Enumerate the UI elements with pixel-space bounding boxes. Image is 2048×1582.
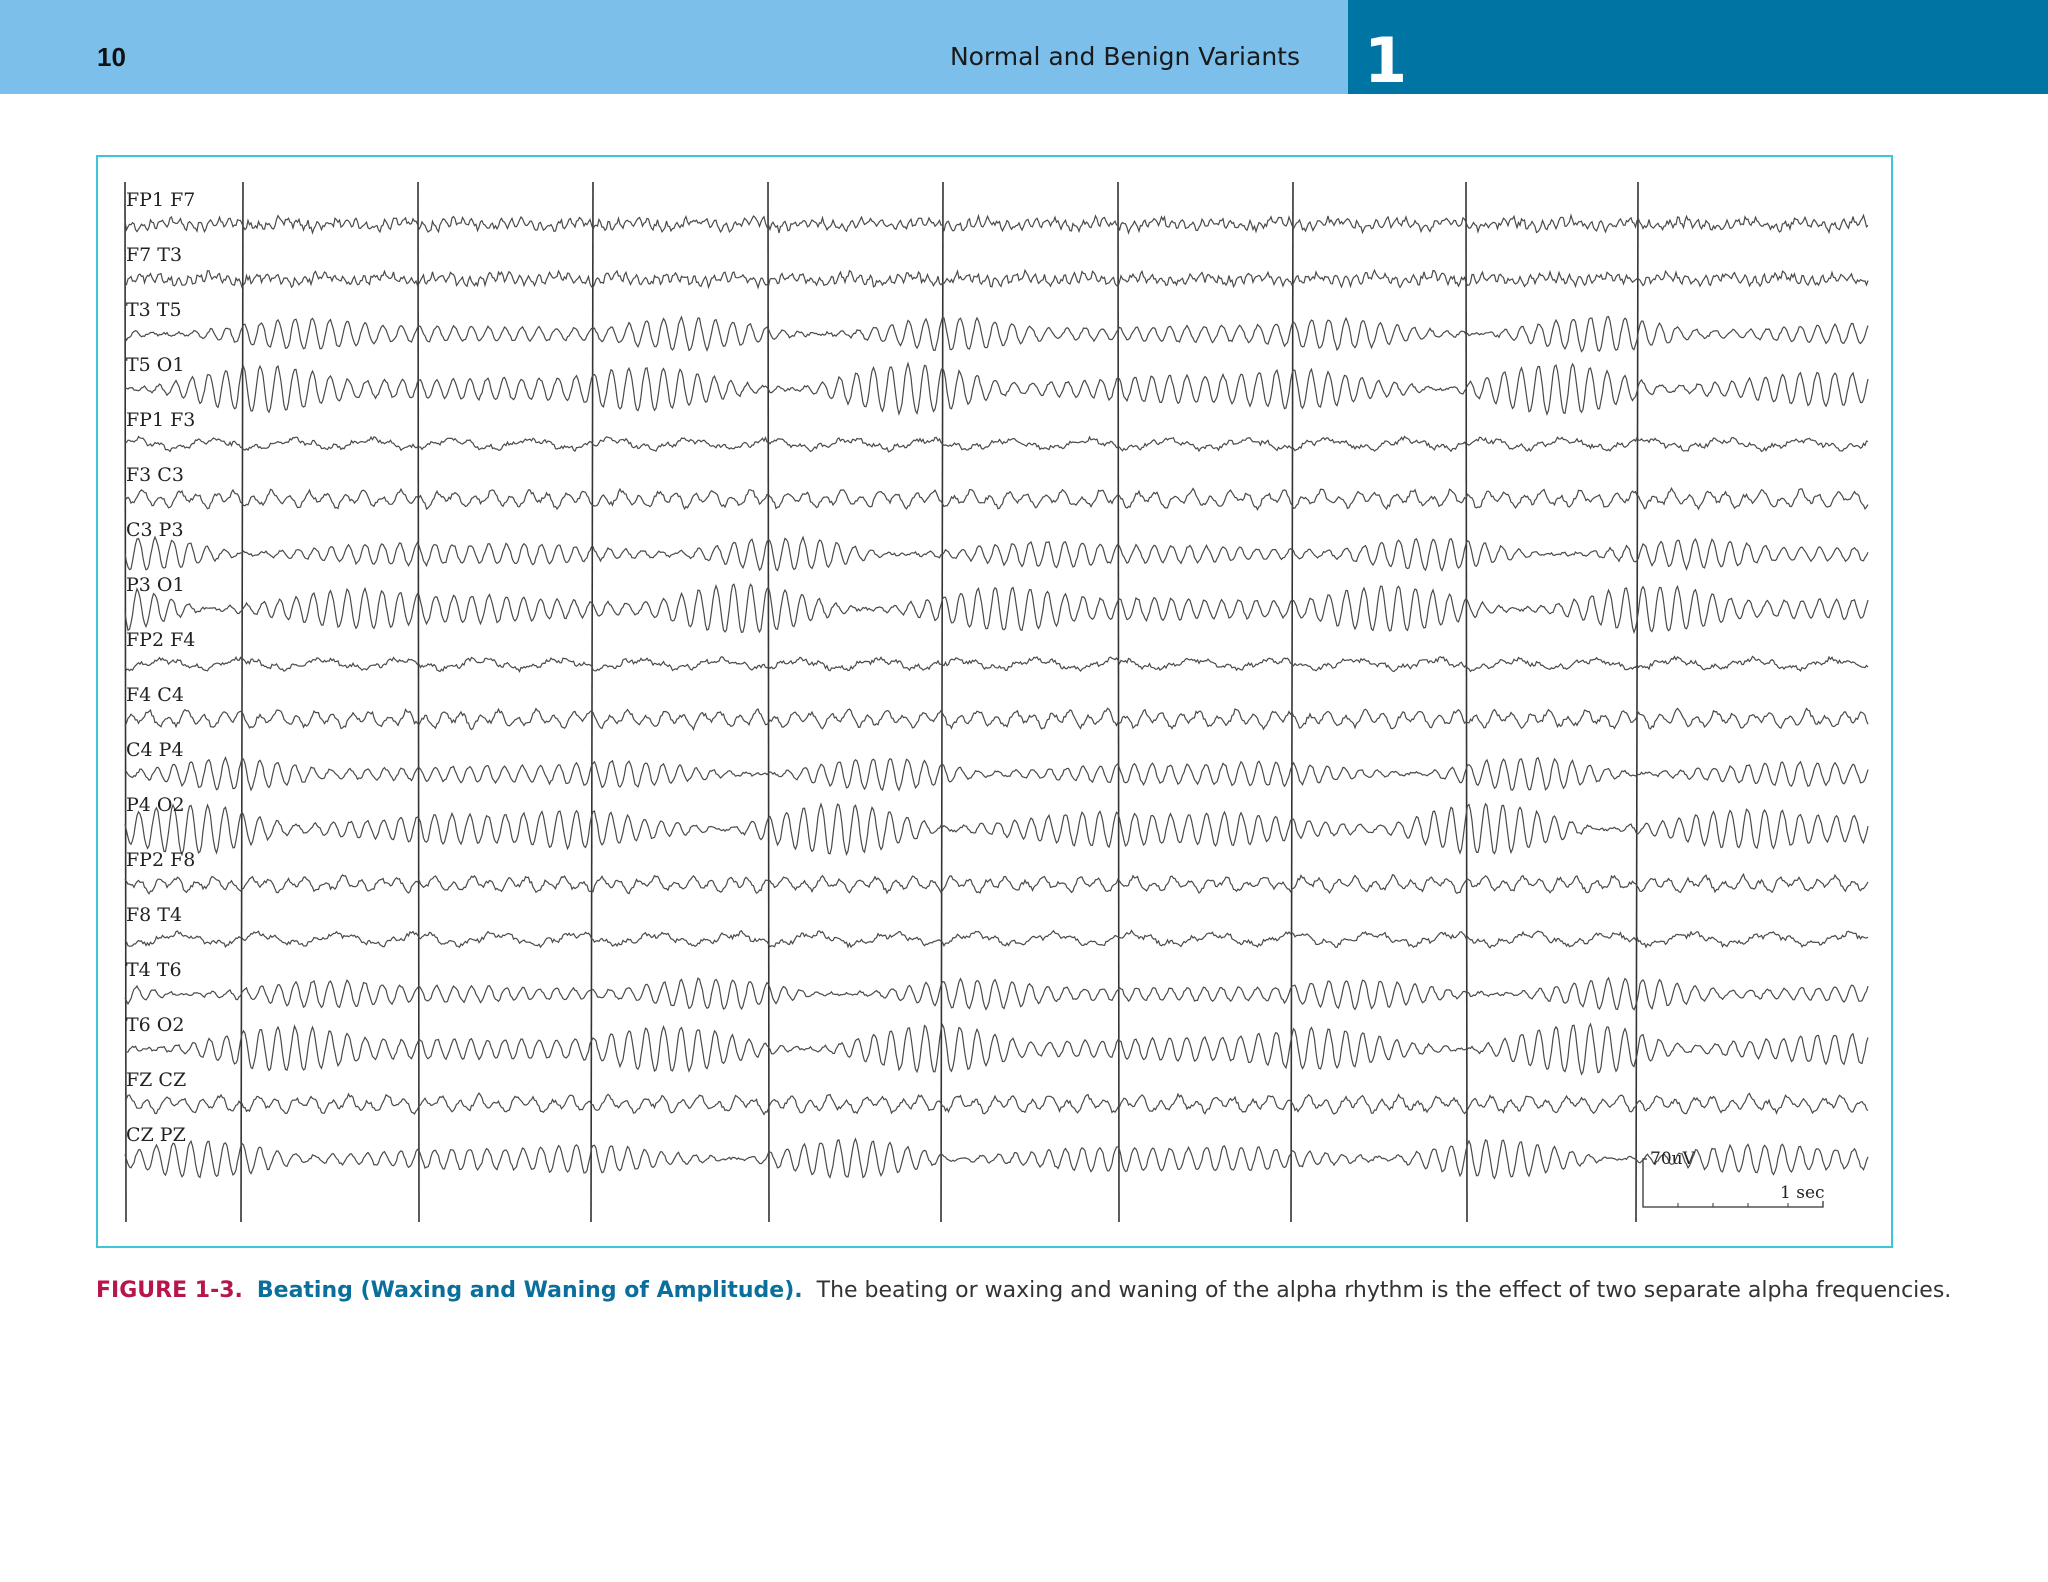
eeg-channel-trace	[125, 270, 1868, 287]
time-marker-line	[418, 182, 419, 1222]
time-marker-line	[1466, 182, 1467, 1222]
channel-label: FP1 F3	[126, 409, 196, 431]
channel-label: F7 T3	[126, 244, 183, 266]
channel-label: T6 O2	[126, 1014, 185, 1036]
running-title: Normal and Benign Variants	[949, 42, 1300, 71]
caption-body: The beating or waxing and waning of the alpha rhythm is the effect of two separate alpha frequencies.	[816, 1278, 1952, 1303]
channel-label: P3 O1	[126, 574, 185, 596]
caption-number: FIGURE 1-3.	[96, 1278, 243, 1303]
amplitude-scale-label: 70uV	[1650, 1149, 1695, 1169]
figure-caption	[96, 1278, 1956, 1303]
eeg-channel-trace	[125, 363, 1868, 414]
time-marker-line	[941, 182, 943, 1222]
eeg-channel-trace	[125, 584, 1868, 632]
time-marker-line	[1291, 182, 1293, 1222]
eeg-channel-trace	[125, 656, 1868, 671]
page-number: 10	[97, 42, 126, 72]
channel-label: F4 C4	[126, 684, 184, 706]
eeg-channel-trace	[125, 708, 1868, 729]
eeg-channel-trace	[125, 215, 1868, 233]
channel-label: T5 O1	[126, 354, 185, 376]
figure-frame	[96, 155, 1893, 1248]
eeg-channel-trace	[125, 1139, 1868, 1178]
channel-label: C3 P3	[126, 519, 184, 541]
eeg-channel-trace	[125, 804, 1868, 854]
eeg-channel-trace	[125, 317, 1868, 352]
chapter-tab	[1348, 0, 2048, 97]
eeg-channel-trace	[125, 1093, 1868, 1114]
time-marker-line	[591, 182, 593, 1222]
eeg-channel-trace	[125, 436, 1868, 451]
channel-label: F8 T4	[126, 904, 183, 926]
eeg-channel-trace	[125, 537, 1868, 570]
caption-title: Beating (Waxing and Waning of Amplitude).	[256, 1278, 803, 1303]
time-marker-line	[768, 182, 769, 1222]
channel-label: CZ PZ	[126, 1124, 186, 1146]
eeg-channel-trace	[125, 931, 1868, 948]
time-scale-label: 1 sec	[1780, 1183, 1825, 1203]
channel-label: T3 T5	[126, 299, 182, 321]
eeg-channel-trace	[125, 978, 1868, 1010]
channel-label: FP1 F7	[126, 189, 196, 211]
time-marker-line	[1118, 182, 1119, 1222]
time-marker-line	[241, 182, 243, 1222]
eeg-channel-trace	[125, 874, 1868, 893]
channel-label: F3 C3	[126, 464, 184, 486]
eeg-channel-trace	[125, 1024, 1868, 1074]
channel-label: FP2 F4	[126, 629, 196, 651]
eeg-channel-trace	[125, 488, 1868, 509]
channel-label: T4 T6	[126, 959, 182, 981]
eeg-channel-trace	[125, 758, 1868, 791]
channel-label: FP2 F8	[126, 849, 196, 871]
channel-label: P4 O2	[126, 794, 185, 816]
eeg-tracing	[98, 157, 1891, 1246]
chapter-number: 1	[1364, 24, 1408, 97]
channel-label: FZ CZ	[126, 1069, 187, 1091]
channel-label: C4 P4	[126, 739, 184, 761]
